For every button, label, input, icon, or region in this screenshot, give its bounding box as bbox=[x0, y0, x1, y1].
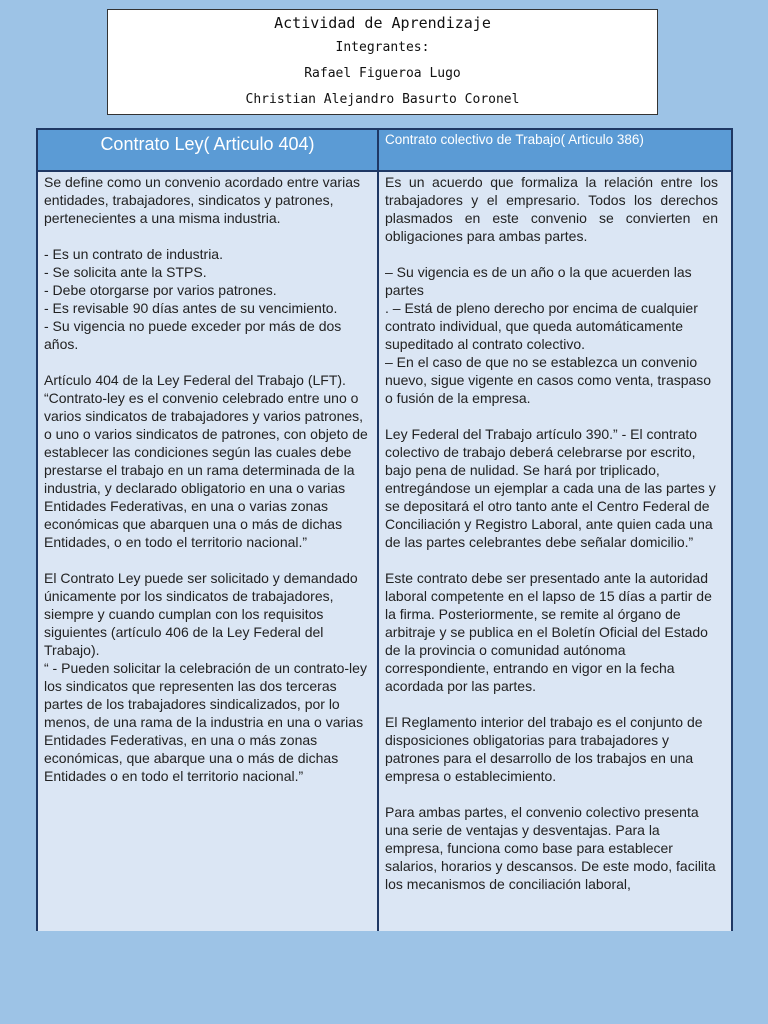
ley-article-406: El Contrato Ley puede ser solicitado y demandado únicamente por los sindicatos de trabajadores, siempre y cuando cumplan con los requisitos siguientes (artículo 406 de la Ley Federal del Trabajo). “ - Pueden solicitar la celebración de un contrato-ley los sindicatos que representen las dos terceras partes de los trabajadores sindicalizados, por lo menos, de una rama de la industria en una o varias Entidades Federativas, en una o más zonas económicas, que abarque una o más de dichas Entidades o en todo el territorio nacional.” bbox=[44, 570, 367, 784]
column-divider bbox=[377, 130, 379, 1024]
page-bottom-margin bbox=[36, 931, 733, 1024]
contrato-ley-heading: Contrato Ley( Articulo 404) bbox=[100, 134, 315, 154]
document-title: Actividad de Aprendizaje bbox=[274, 14, 491, 32]
contrato-colectivo-cell bbox=[385, 173, 718, 893]
ley-characteristics-list: - Es un contrato de industria. - Se solicita ante la STPS. - Debe otorgarse por varios patrones. - Es revisable 90 días antes de su vencimiento. - Su vigencia no puede exceder por más de dos años. bbox=[44, 246, 342, 352]
table-header-row bbox=[38, 130, 731, 172]
colectivo-definition: Es un acuerdo que formaliza la relación entre los trabajadores y el empresario. Todos los derechos plasmados en este convenio se convierten en obligaciones para ambas partes. bbox=[385, 174, 718, 244]
contrato-colectivo-heading: Contrato colectivo de Trabajo( Articulo 386) bbox=[385, 132, 644, 147]
ley-article-404: Artículo 404 de la Ley Federal del Trabajo (LFT). “Contrato-ley es el convenio celebrado entre uno o varios sindicatos de trabajadores y varios patrones, o uno o varios sindicatos de patrones, con objeto de establecer las condiciones según las cuales debe prestarse el trabajo en un rama determinada de la industria, y declarado obligatorio en una o varias Entidades Federativas, en una o varias zonas económicas que abarquen una o más de dichas Entidades, o en todo el territorio nacional.” bbox=[44, 372, 368, 550]
member-name-1: Rafael Figueroa Lugo bbox=[304, 66, 461, 81]
header-box bbox=[107, 9, 658, 115]
colectivo-article-390: Ley Federal del Trabajo artículo 390.” - El contrato colectivo de trabajo deberá celebrarse por escrito, bajo pena de nulidad. Se hará por triplicado, entregándose un ejemplar a cada una de las partes y se depositará el otro tanto ante el Centro Federal de Conciliación y Registro Laboral, ante quien cada una de las partes celebrantes debe señalar domicilio.” bbox=[385, 426, 716, 550]
contrato-ley-cell bbox=[44, 173, 371, 785]
colectivo-registration: Este contrato debe ser presentado ante la autoridad laboral competente en el lapso de 15 días a partir de la firma. Posteriormente, se remite al órgano de arbitraje y se publica en el Boletín Oficial del Estado de la provincia o comunidad autónoma correspondiente, entrando en vigor en la fecha acordada por las partes. bbox=[385, 570, 712, 694]
ley-definition: Se define como un convenio acordado entre varias entidades, trabajadores, sindicatos y patrones, pertenecientes a una misma industria. bbox=[44, 174, 360, 226]
colectivo-reglamento: El Reglamento interior del trabajo es el conjunto de disposiciones obligatorias para trabajadores y patrones para el desarrollo de los trabajos en una empresa o establecimiento. bbox=[385, 714, 703, 784]
colectivo-ventajas: Para ambas partes, el convenio colectivo presenta una serie de ventajas y desventajas. Para la empresa, funciona como base para establecer salarios, horarios y descansos. De este modo, facilita los mecanismos de conciliación laboral, bbox=[385, 804, 716, 892]
comparison-table bbox=[36, 128, 733, 1024]
colectivo-characteristics: – Su vigencia es de un año o la que acuerden las partes . – Está de pleno derecho por encima de cualquier contrato individual, que queda automáticamente supeditado al contrato colectivo. – En el caso de que no se establezca un convenio nuevo, sigue vigente en casos como venta, traspaso o fusión de la empresa. bbox=[385, 264, 712, 406]
member-name-2: Christian Alejandro Basurto Coronel bbox=[245, 92, 520, 107]
members-heading: Integrantes: bbox=[335, 40, 430, 55]
